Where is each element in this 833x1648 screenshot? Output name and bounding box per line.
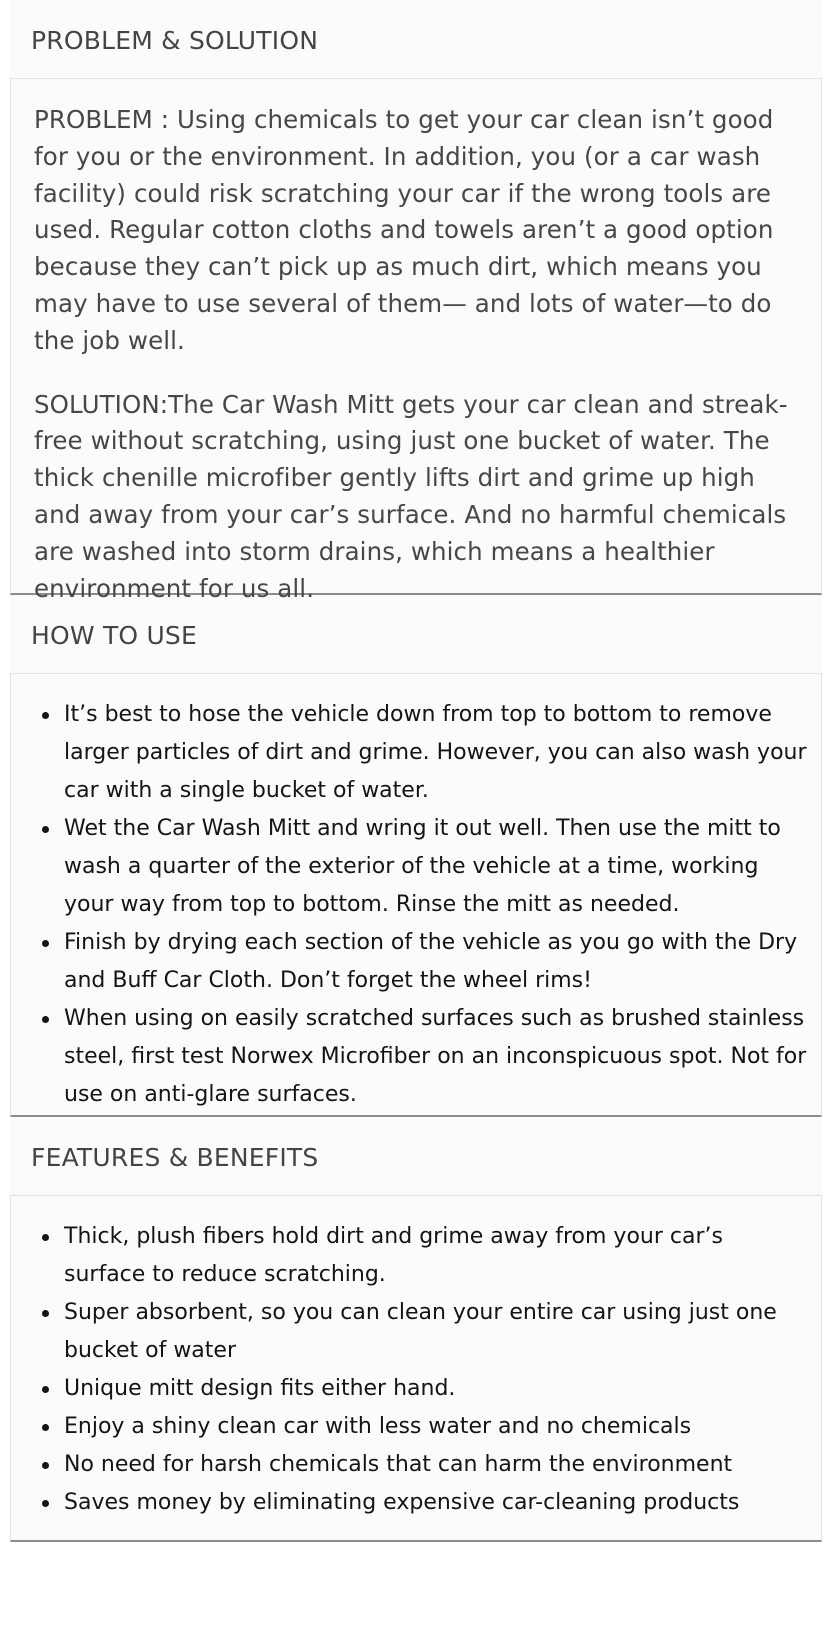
section-body-how-to-use (10, 673, 822, 1117)
how-to-use-list (11, 696, 821, 1114)
list-item: Finish by drying each section of the vehicle as you go with the Dry and Buff Car Cloth. Don’t forget the wheel rims! (64, 924, 821, 1000)
section-header-how-to-use[interactable]: HOW TO USE (10, 595, 822, 673)
list-item: Super absorbent, so you can clean your entire car using just one bucket of water (64, 1294, 821, 1370)
solution-paragraph: SOLUTION:The Car Wash Mitt gets your car clean and streak-free without scratching, using just one bucket of water. The thick chenille microfiber gently lifts dirt and grime up high and away from your car’s surface. And no harmful chemicals are washed into storm drains, which means a healthier environment for us all. (34, 389, 788, 603)
product-details (10, 0, 822, 1542)
problem-paragraph: PROBLEM : Using chemicals to get your car clean isn’t good for you or the environment. In addition, you (or a car wash facility) could risk scratching your car if the wrong tools are used. Regular cotton cloths and towels aren’t a good option because they can’t pick up as much dirt, which means you may have to use several of them— and lots of water—to do the job well. (34, 105, 774, 355)
list-item: Saves money by eliminating expensive car-cleaning products (64, 1484, 821, 1522)
list-item: Thick, plush fibers hold dirt and grime away from your car’s surface to reduce scratching. (64, 1218, 821, 1294)
list-item: It’s best to hose the vehicle down from top to bottom to remove larger particles of dirt and grime. However, you can also wash your car with a single bucket of water. (64, 696, 821, 810)
list-item: No need for harsh chemicals that can harm the environment (64, 1446, 821, 1484)
section-header-features-benefits[interactable]: FEATURES & BENEFITS (10, 1117, 822, 1195)
section-body-features-benefits (10, 1195, 822, 1542)
features-benefits-list (11, 1218, 821, 1522)
list-item: When using on easily scratched surfaces such as brushed stainless steel, first test Norwex Microfiber on an inconspicuous spot. Not for use on anti-glare surfaces. (64, 1000, 821, 1114)
section-body-problem-solution (10, 78, 822, 603)
list-item: Enjoy a shiny clean car with less water and no chemicals (64, 1408, 821, 1446)
list-item: Unique mitt design fits either hand. (64, 1370, 821, 1408)
list-item: Wet the Car Wash Mitt and wring it out well. Then use the mitt to wash a quarter of the exterior of the vehicle at a time, working your way from top to bottom. Rinse the mitt as needed. (64, 810, 821, 924)
section-header-problem-solution[interactable]: PROBLEM & SOLUTION (10, 0, 822, 78)
